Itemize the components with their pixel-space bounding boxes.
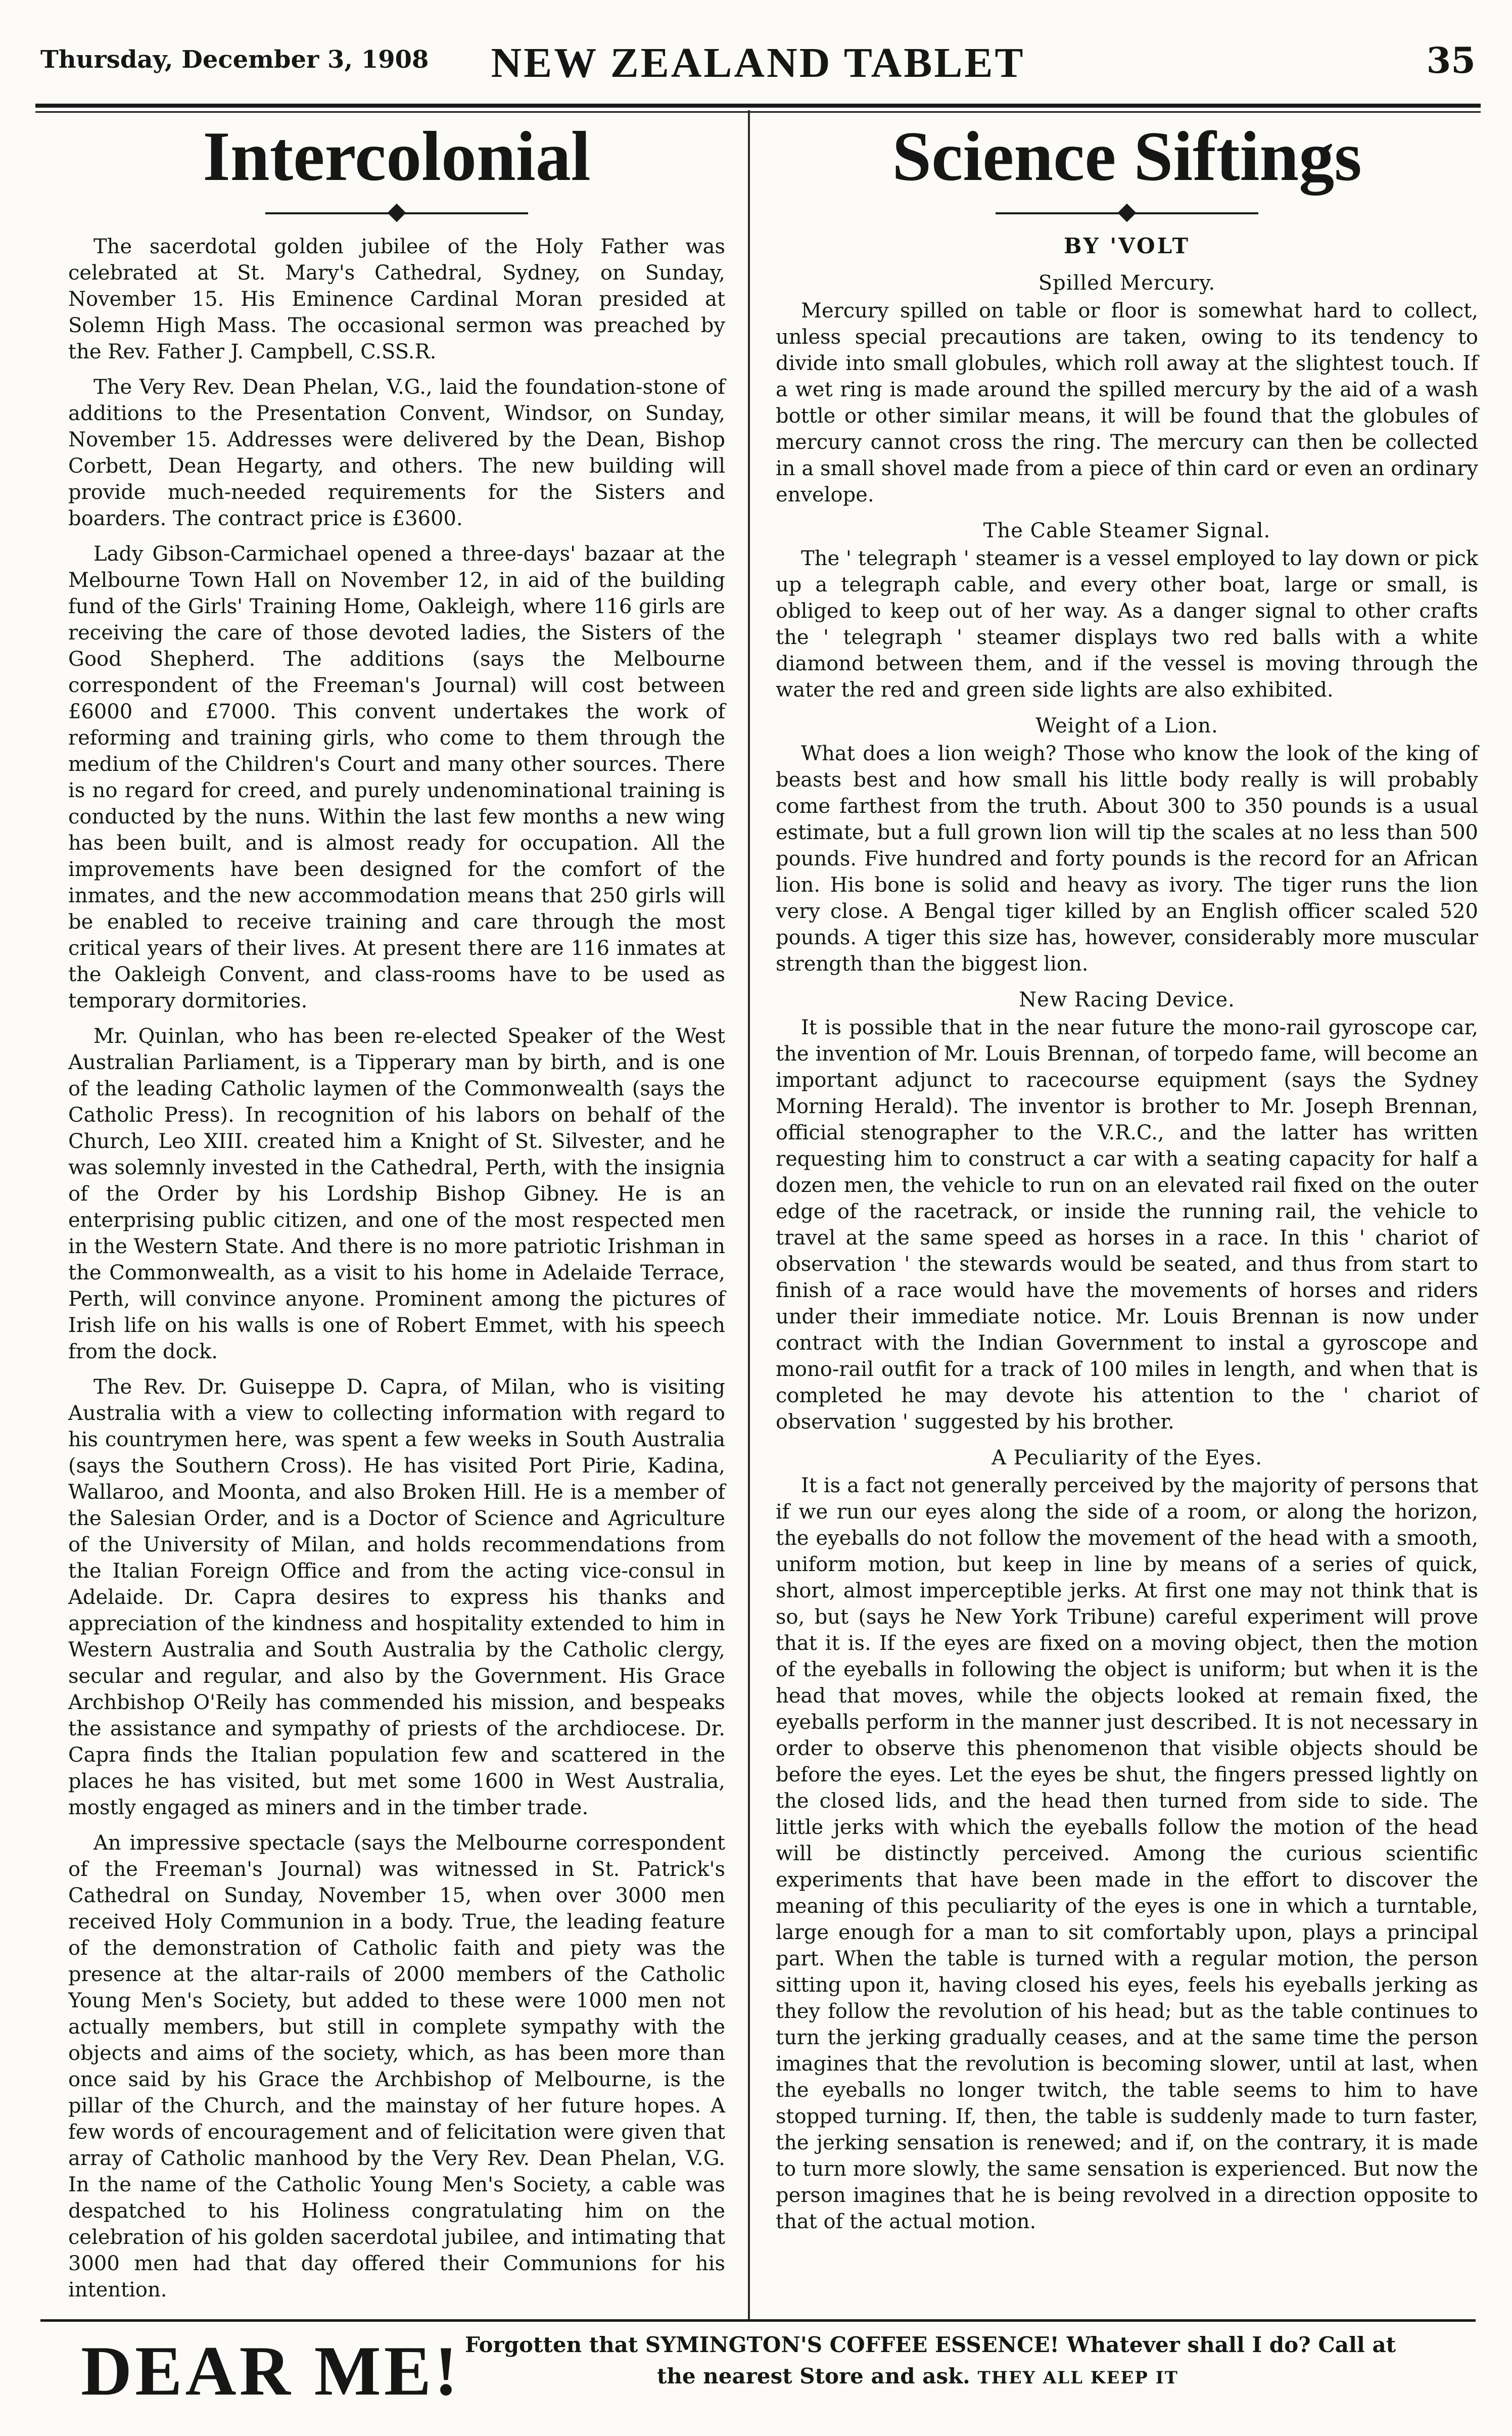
diamond-icon bbox=[1118, 204, 1137, 222]
intercolonial-column bbox=[68, 116, 725, 2312]
ad-text-line-2 bbox=[657, 2364, 1178, 2388]
science-siftings-column bbox=[776, 116, 1478, 2244]
column-divider bbox=[748, 110, 750, 2319]
page-number: 35 bbox=[1426, 39, 1476, 81]
section-heading: Weight of a Lion. bbox=[1035, 714, 1218, 738]
article-paragraph: An impressive spectacle (says the Melbourne correspondent of the Freeman's Journal) was witnessed in St. Patrick's Cathedral on Sunday, November 15, when over 3000 men received Holy Communion in a body. True, the leading feature of the demonstration of Catholic faith and piety was the presence at the altar-rails of 2000 members of the Catholic Young Men's Society, but added to these were 1000 men not actually members, but still in complete sympathy with the objects and aims of the society, which, as has been more than once said by his Grace the Archbishop of Melbourne, is the pillar of the Church, and the mainstay of her future hopes. A few words of encouragement and of felicitation were given that array of Catholic manhood by the Very Rev. Dean Phelan, V.G. In the name of the Catholic Young Men's Society, a cable was despatched to his Holiness congratulating him on the celebration of his golden sacerdotal jubilee, and intimating that 3000 men had that day offered their Communions for his intention. bbox=[68, 1831, 725, 2302]
column-title: Intercolonial bbox=[203, 117, 591, 196]
section-heading: The Cable Steamer Signal. bbox=[983, 519, 1271, 542]
issue-date: Thursday, December 3, 1908 bbox=[40, 45, 429, 74]
title-ornament bbox=[776, 201, 1478, 226]
advertisement bbox=[81, 2325, 1476, 2426]
article-paragraph: The Rev. Dr. Guiseppe D. Capra, of Milan, who is visiting Australia with a view to collecting information with regard to his countrymen here, was spent a few weeks in South Australia (says the Southern Cross). He has visited Port Pirie, Kadina, Wallaroo, and Moonta, and also Broken Hill. He is a member of the Salesian Order, and is a Doctor of Science and Agriculture of the University of Milan, and holds recommendations from the Italian Foreign Office and from the acting vice-consul in Adelaide. Dr. Capra desires to express his thanks and appreciation of the kindness and hospitality extended to him in Western Australia and South Australia by the Catholic clergy, secular and regular, and also by the Government. His Grace Archbishop O'Reily has commended his mission, and bespeaks the assistance and sympathy of priests of the archdiocese. Dr. Capra finds the Italian population few and scattered in the places he has visited, but met some 1600 in West Australia, mostly engaged as miners and in the timber trade. bbox=[68, 1375, 725, 1819]
page-header bbox=[40, 35, 1476, 96]
ad-text-line-1: Forgotten that SYMINGTON'S COFFEE ESSENCE! Whatever shall I do? Call at bbox=[465, 2332, 1396, 2357]
section-text: The ' telegraph ' steamer is a vessel employed to lay down or pick up a telegraph cable, and every other boat, large or small, is obliged to keep out of her way. As a danger signal to other crafts the ' telegraph ' steamer displays two red balls with a white diamond between them, and if the vessel is moving through the water the red and green side lights are also exhibited. bbox=[776, 547, 1478, 702]
article-paragraph: Mr. Quinlan, who has been re-elected Speaker of the West Australian Parliament, is a Tipperary man by birth, and is one of the leading Catholic laymen of the Commonwealth (says the Catholic Press). In recognition of his labors on behalf of the Church, Leo XIII. created him a Knight of St. Silvester, and he was solemnly invested in the Cathedral, Perth, with the insignia of the Order by his Lordship Bishop Gibney. He is an enterprising public citizen, and one of the most respected men in the Western State. And there is no more patriotic Irishman in the Commonwealth, as a visit to his home in Adelaide Terrace, Perth, will convince anyone. Prominent among the pictures of Irish life on his walls is one of Robert Emmet, with his speech from the dock. bbox=[68, 1025, 725, 1363]
header-rule-thin bbox=[35, 111, 1481, 113]
ad-headline: DEAR ME! bbox=[81, 2332, 461, 2410]
ad-text-line-2a: the nearest Store and ask. bbox=[657, 2364, 970, 2388]
diamond-icon bbox=[388, 204, 406, 222]
section-heading: New Racing Device. bbox=[1019, 988, 1235, 1012]
section-text: It is possible that in the near future the mono-rail gyroscope car, the invention of Mr. Louis Brennan, of torpedo fame, will become an important adjunct to racecourse equipment (says the Sydney Morning Herald). The inventor is brother to Mr. Joseph Brennan, official stenographer to the V.R.C., and the latter has written requesting him to construct a car with a seating capacity for half a dozen men, the vehicle to run on an elevated rail fixed on the outer edge of the racetrack, or inside the running rail, the vehicle to travel at the same speed as horses in a race. In this ' chariot of observation ' the stewards would be seated, and thus from start to finish of a race would have the movements of horses and riders under their immediate notice. Mr. Louis Brennan is now under contract with the Indian Government to instal a gyroscope and mono-rail outfit for a track of 100 miles in length, and when that is completed he may devote his attention to the ' chariot of observation ' suggested by his brother. bbox=[776, 1016, 1478, 1434]
section-text: It is a fact not generally perceived by the majority of persons that if we run our eyes along the side of a room, or along the horizon, the eyeballs do not follow the movement of the head with a smooth, uniform motion, but keep in line by means of a series of quick, short, almost imperceptible jerks. At first one may not think that is so, but (says he New York Tribune) careful experiment will prove that it is. If the eyes are fixed on a moving object, then the motion of the eyeballs in following the object is uniform; but when it is the head that moves, while the objects looked at remain fixed, the eyeballs perform in the manner just described. It is not necessary in order to observe this phenomenon that visible objects should be before the eyes. Let the eyes be shut, the fingers pressed lightly on the closed lids, and the head then turned from side to side. The little jerks with which the eyeballs follow the motion of the head will be distinctly perceived. Among the curious scientific experiments that have been made in the effort to discover the meaning of this peculiarity of the eyes is one in which a turntable, large enough for a man to sit comfortably upon, plays a principal part. When the table is turned with a regular motion, the person sitting upon it, having closed his eyes, feels his eyeballs jerking as they follow the revolution of his head; but as the table continues to turn the jerking gradually ceases, and at the same time the person imagines that the revolution is becoming slower, until at last, when the eyeballs no longer twitch, the table seems to him to have stopped turning. If, then, the table is suddenly made to turn faster, the jerking sensation is renewed; and if, on the contrary, it is made to turn more slowly, the same sensation is experienced. But now the person imagines that he is being revolved in a direction opposite to that of the actual motion. bbox=[776, 1474, 1478, 2233]
header-rule bbox=[35, 104, 1481, 108]
section-text: What does a lion weigh? Those who know the look of the king of beasts best and how small his little body really is will probably come farthest from the truth. About 300 to 350 pounds is a usual estimate, but a full grown lion will tip the scales at no less than 500 pounds. Five hundred and forty pounds is the record for an African lion. His bone is solid and heavy as ivory. The tiger runs the lion very close. A Bengal tiger killed by an English officer scaled 520 pounds. A tiger this size has, however, considerably more muscular strength than the biggest lion. bbox=[776, 742, 1478, 976]
column-title: Science Siftings bbox=[892, 117, 1362, 196]
article-paragraph: The sacerdotal golden jubilee of the Holy Father was celebrated at St. Mary's Cathedral, Sydney, on Sunday, November 15. His Eminence Cardinal Moran presided at Solemn High Mass. The occasional sermon was preached by the Rev. Father J. Campbell, C.SS.R. bbox=[68, 235, 725, 363]
section-text: Mercury spilled on table or floor is somewhat hard to collect, unless special precautions are taken, owing to its tendency to divide into small globules, which roll away at the slightest touch. If a wet ring is made around the spilled mercury by the aid of a wash bottle or other similar means, it will be found that the globules of mercury cannot cross the ring. The mercury can then be collected in a small shovel made from a piece of thin card or even an ordinary envelope. bbox=[776, 299, 1478, 507]
section-heading: A Peculiarity of the Eyes. bbox=[991, 1446, 1262, 1469]
article-paragraph: The Very Rev. Dean Phelan, V.G., laid the foundation-stone of additions to the Presentation Convent, Windsor, on Sunday, November 15. Addresses were delivered by the Dean, Bishop Corbett, Dean Hegarty, and others. The new building will provide much-needed requirements for the Sisters and boarders. The contract price is £3600. bbox=[68, 376, 725, 530]
section-heading: Spilled Mercury. bbox=[1038, 271, 1216, 295]
article-paragraph: Lady Gibson-Carmichael opened a three-days' bazaar at the Melbourne Town Hall on November 12, in aid of the building fund of the Girls' Training Home, Oakleigh, where 116 girls are receiving the care of those devoted ladies, the Sisters of the Good Shepherd. The additions (says the Melbourne correspondent of the Freeman's Journal) will cost between £6000 and £7000. This convent undertakes the work of reforming and training girls, who come to them through the medium of the Children's Court and many other sources. There is no regard for creed, and purely undenominational training is conducted by the nuns. Within the last few months a new wing has been built, and is almost ready for occupation. All the improvements have been designed for the comfort of the inmates, and the new accommodation means that 250 girls will be enabled to receive training and care through the most critical years of their lives. At present there are 116 inmates at the Oakleigh Convent, and class-rooms have to be used as temporary dormitories. bbox=[68, 542, 725, 1013]
masthead: NEW ZEALAND TABLET bbox=[491, 39, 1025, 86]
footer-rule bbox=[40, 2319, 1476, 2322]
title-ornament bbox=[68, 201, 725, 226]
ad-text-line-2b: THEY ALL KEEP IT bbox=[977, 2368, 1178, 2388]
byline: BY 'VOLT bbox=[1063, 234, 1191, 258]
